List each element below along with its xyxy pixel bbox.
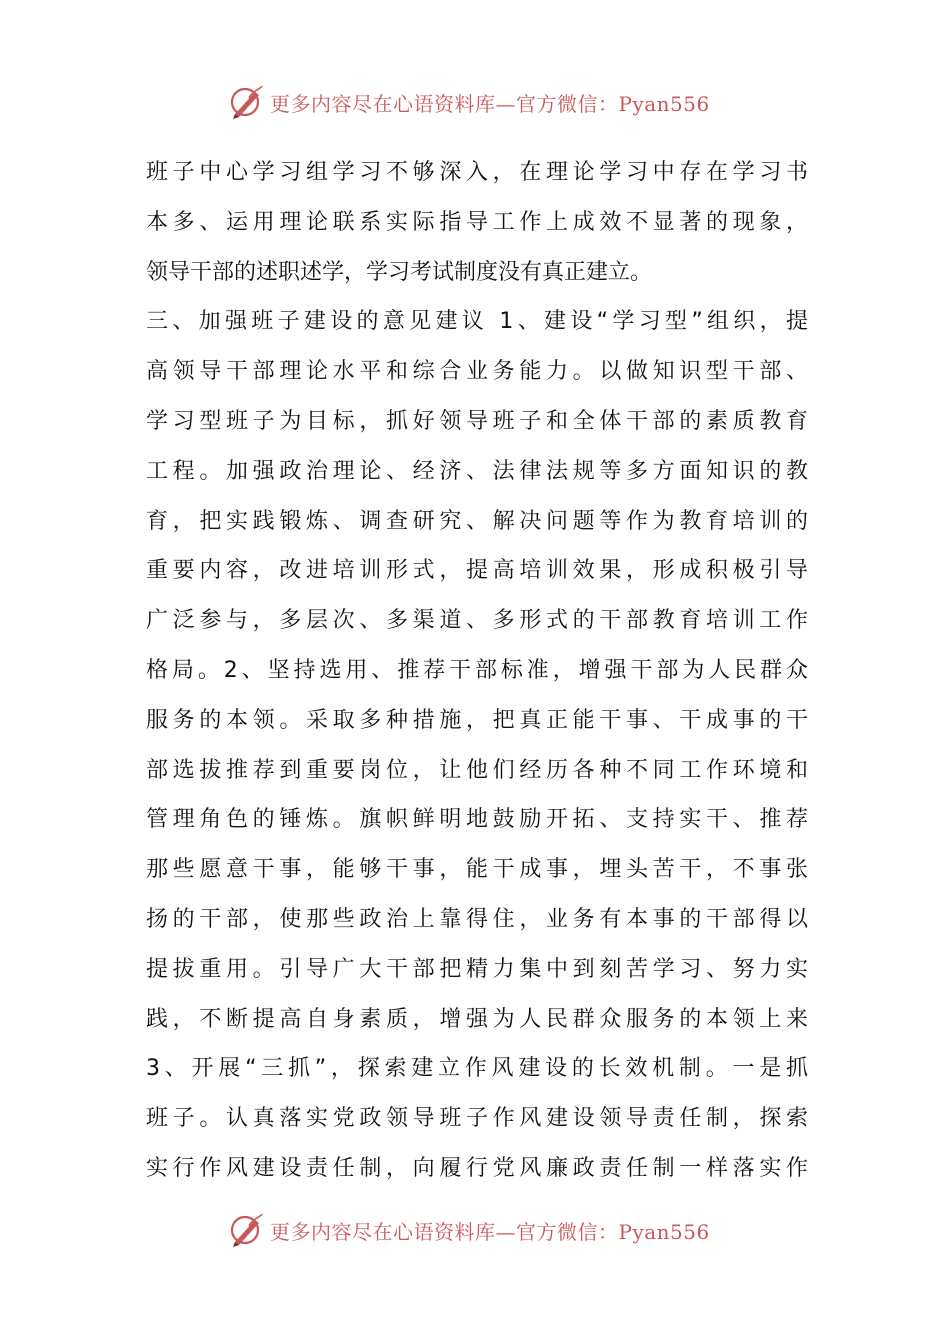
body-line: 班子中心学习组学习不够深入，在理论学习中存在学习书 bbox=[146, 160, 808, 185]
body-line: 那些愿意干事，能够干事，能干成事，埋头苦干，不事张 bbox=[146, 857, 808, 883]
body-line: 学习型班子为目标，抓好领导班子和全体干部的素质教育 bbox=[146, 408, 808, 434]
body-line: 重要内容，改进培训形式，提高培训效果，形成积极引导 bbox=[146, 558, 808, 584]
body-line: 本多、运用理论联系实际指导工作上成效不显著的现象， bbox=[146, 209, 808, 235]
body-line: 践，不断提高自身素质，增强为人民群众服务的本领上来 bbox=[146, 1006, 808, 1032]
body-line: 实行作风建设责任制，向履行党风廉政责任制一样落实作 bbox=[146, 1155, 808, 1181]
header-banner bbox=[228, 82, 748, 122]
body-line: 三、加强班子建设的意见建议 1、建设“学习型”组织，提 bbox=[146, 309, 808, 335]
body-line: 高领导干部理论水平和综合业务能力。以做知识型干部、 bbox=[146, 359, 808, 385]
body-line: 部选拔推荐到重要岗位，让他们经历各种不同工作环境和 bbox=[146, 757, 808, 783]
body-line: 3、开展“三抓”，探索建立作风建设的长效机制。一是抓 bbox=[146, 1056, 808, 1082]
document-body bbox=[146, 148, 808, 1194]
body-line: 工程。加强政治理论、经济、法律法规等多方面知识的教 bbox=[146, 458, 808, 484]
body-line: 班子。认真落实党政领导班子作风建设领导责任制，探索 bbox=[146, 1106, 808, 1132]
body-line: 育，把实践锻炼、调查研究、解决问题等作为教育培训的 bbox=[146, 508, 808, 534]
body-line: 扬的干部，使那些政治上靠得住，业务有本事的干部得以 bbox=[146, 906, 808, 932]
footer-banner bbox=[228, 1210, 748, 1250]
body-line: 广泛参与，多层次、多渠道、多形式的干部教育培训工作 bbox=[146, 608, 808, 634]
body-line: 领导干部的述职述学，学习考试制度没有真正建立。 bbox=[146, 259, 653, 285]
pen-logo-icon bbox=[228, 84, 264, 120]
header-banner-text: 更多内容尽在心语资料库—官方微信：Pyan556 bbox=[270, 91, 710, 116]
pen-logo-icon bbox=[228, 1212, 264, 1248]
body-line: 管理角色的锤炼。旗帜鲜明地鼓励开拓、支持实干、推荐 bbox=[146, 807, 808, 833]
footer-banner-text: 更多内容尽在心语资料库—官方微信：Pyan556 bbox=[270, 1219, 710, 1244]
body-line: 格局。2、坚持选用、推荐干部标准，增强干部为人民群众 bbox=[146, 657, 808, 683]
body-line: 提拔重用。引导广大干部把精力集中到刻苦学习、努力实 bbox=[146, 956, 808, 982]
body-line: 服务的本领。采取多种措施，把真正能干事、干成事的干 bbox=[146, 707, 808, 733]
